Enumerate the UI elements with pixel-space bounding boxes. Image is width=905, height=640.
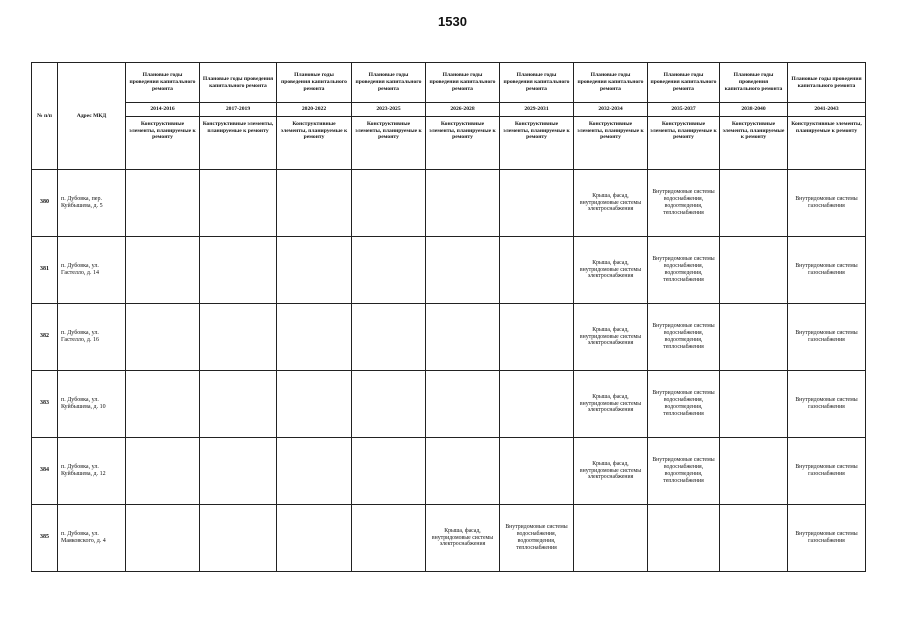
period-cell [426,237,500,304]
period-cell: Внутридомовые системы газоснабжения [788,237,866,304]
period-cell [352,304,426,371]
period-cell [574,505,648,572]
period-cell [352,438,426,505]
period-cell [277,237,352,304]
period-cell [426,304,500,371]
period-cell [277,371,352,438]
period-header: Плановые годы проведения капитального ремонта [277,63,352,103]
row-number: 385 [32,505,58,572]
period-cell [352,371,426,438]
period-cell: Крыша, фасад, внутридомовые системы электроснабжения [574,170,648,237]
page-number: 1530 [438,14,467,29]
period-cell [277,170,352,237]
address-cell: п. Дубовка, ул. Куйбышева, д. 10 [58,371,126,438]
period-cell [720,505,788,572]
period-cell [200,304,277,371]
years-header: 2014-2016 [126,103,200,117]
period-cell [352,170,426,237]
address-cell: п. Дубовка, ул. Маяковского, д. 4 [58,505,126,572]
period-cell: Крыша, фасад, внутридомовые системы электроснабжения [426,505,500,572]
period-cell [426,438,500,505]
period-cell: Внутридомовые системы газоснабжения [788,505,866,572]
period-header: Плановые годы проведения капитального ремонта [788,63,866,103]
elements-header: Конструктивные элементы, планируемые к ремонту [574,117,648,170]
period-cell [200,438,277,505]
period-cell: Внутридомовые системы газоснабжения [788,438,866,505]
period-cell [126,505,200,572]
years-header: 2023-2025 [352,103,426,117]
years-header: 2029-2031 [500,103,574,117]
period-cell [720,170,788,237]
elements-header: Конструктивные элементы, планируемые к ремонту [352,117,426,170]
period-cell: Крыша, фасад, внутридомовые системы электроснабжения [574,304,648,371]
years-header: 2041-2043 [788,103,866,117]
period-cell: Крыша, фасад, внутридомовые системы электроснабжения [574,237,648,304]
col-address-header: Адрес МКД [58,63,126,170]
period-header: Плановые годы проведения капитального ремонта [648,63,720,103]
period-cell [352,237,426,304]
period-cell: Внутридомовые системы газоснабжения [788,304,866,371]
table-body [32,170,866,572]
period-cell [277,505,352,572]
row-number: 383 [32,371,58,438]
years-header: 2020-2022 [277,103,352,117]
period-cell: Внутридомовые системы водоснабжения, водоотведения, теплоснабжения [648,170,720,237]
table-row [32,505,866,572]
table-row [32,237,866,304]
years-header: 2026-2028 [426,103,500,117]
period-header: Плановые годы проведения капитального ремонта [126,63,200,103]
table-row [32,371,866,438]
period-cell [720,237,788,304]
period-header: Плановые годы проведения капитального ремонта [720,63,788,103]
table-row [32,438,866,505]
elements-header: Конструктивные элементы, планируемые к ремонту [648,117,720,170]
table-row [32,170,866,237]
period-header: Плановые годы проведения капитального ремонта [426,63,500,103]
period-cell [277,438,352,505]
period-cell: Внутридомовые системы водоснабжения, водоотведения, теплоснабжения [500,505,574,572]
period-header: Плановые годы проведения капитального ремонта [352,63,426,103]
period-cell [126,371,200,438]
years-header: 2038-2040 [720,103,788,117]
col-num-header: № п/п [32,63,58,170]
period-cell: Внутридомовые системы водоснабжения, водоотведения, теплоснабжения [648,438,720,505]
period-cell [426,170,500,237]
period-cell: Внутридомовые системы водоснабжения, водоотведения, теплоснабжения [648,237,720,304]
period-cell [426,371,500,438]
elements-header: Конструктивные элементы, планируемые к ремонту [200,117,277,170]
period-cell [500,438,574,505]
years-header: 2035-2037 [648,103,720,117]
period-cell [126,438,200,505]
elements-header: Конструктивные элементы, планируемые к ремонту [426,117,500,170]
period-cell [200,505,277,572]
period-cell [500,371,574,438]
period-cell: Внутридомовые системы газоснабжения [788,371,866,438]
elements-header: Конструктивные элементы, планируемые к ремонту [788,117,866,170]
period-header: Плановые годы проведения капитального ремонта [574,63,648,103]
elements-header: Конструктивные элементы, планируемые к ремонту [720,117,788,170]
period-cell [352,505,426,572]
period-cell: Крыша, фасад, внутридомовые системы электроснабжения [574,371,648,438]
period-cell [648,505,720,572]
elements-header: Конструктивные элементы, планируемые к ремонту [277,117,352,170]
elements-header: Конструктивные элементы, планируемые к ремонту [500,117,574,170]
period-cell: Внутридомовые системы водоснабжения, водоотведения, теплоснабжения [648,304,720,371]
row-number: 381 [32,237,58,304]
capital-repair-table [31,62,866,572]
address-cell: п. Дубовка, ул. Гастелло, д. 14 [58,237,126,304]
period-cell [500,237,574,304]
period-header: Плановые годы проведения капитального ремонта [500,63,574,103]
period-cell [720,304,788,371]
period-cell: Внутридомовые системы водоснабжения, водоотведения, теплоснабжения [648,371,720,438]
period-cell [126,170,200,237]
elements-header: Конструктивные элементы, планируемые к ремонту [126,117,200,170]
period-cell [200,371,277,438]
address-cell: п. Дубовка, ул. Гастелло, д. 16 [58,304,126,371]
row-number: 384 [32,438,58,505]
period-cell: Крыша, фасад, внутридомовые системы электроснабжения [574,438,648,505]
period-cell [126,237,200,304]
period-cell [720,371,788,438]
table-row [32,304,866,371]
period-cell [126,304,200,371]
period-cell [500,170,574,237]
address-cell: п. Дубовка, ул. Куйбышева, д. 12 [58,438,126,505]
period-cell [200,237,277,304]
years-header: 2017-2019 [200,103,277,117]
period-header: Плановые годы проведения капитального ремонта [200,63,277,103]
period-cell: Внутридомовые системы газоснабжения [788,170,866,237]
period-cell [720,438,788,505]
period-cell [500,304,574,371]
period-cell [200,170,277,237]
row-number: 382 [32,304,58,371]
period-cell [277,304,352,371]
row-number: 380 [32,170,58,237]
years-header: 2032-2034 [574,103,648,117]
address-cell: п. Дубовка, пер. Куйбышева, д. 5 [58,170,126,237]
table-header [32,63,866,170]
